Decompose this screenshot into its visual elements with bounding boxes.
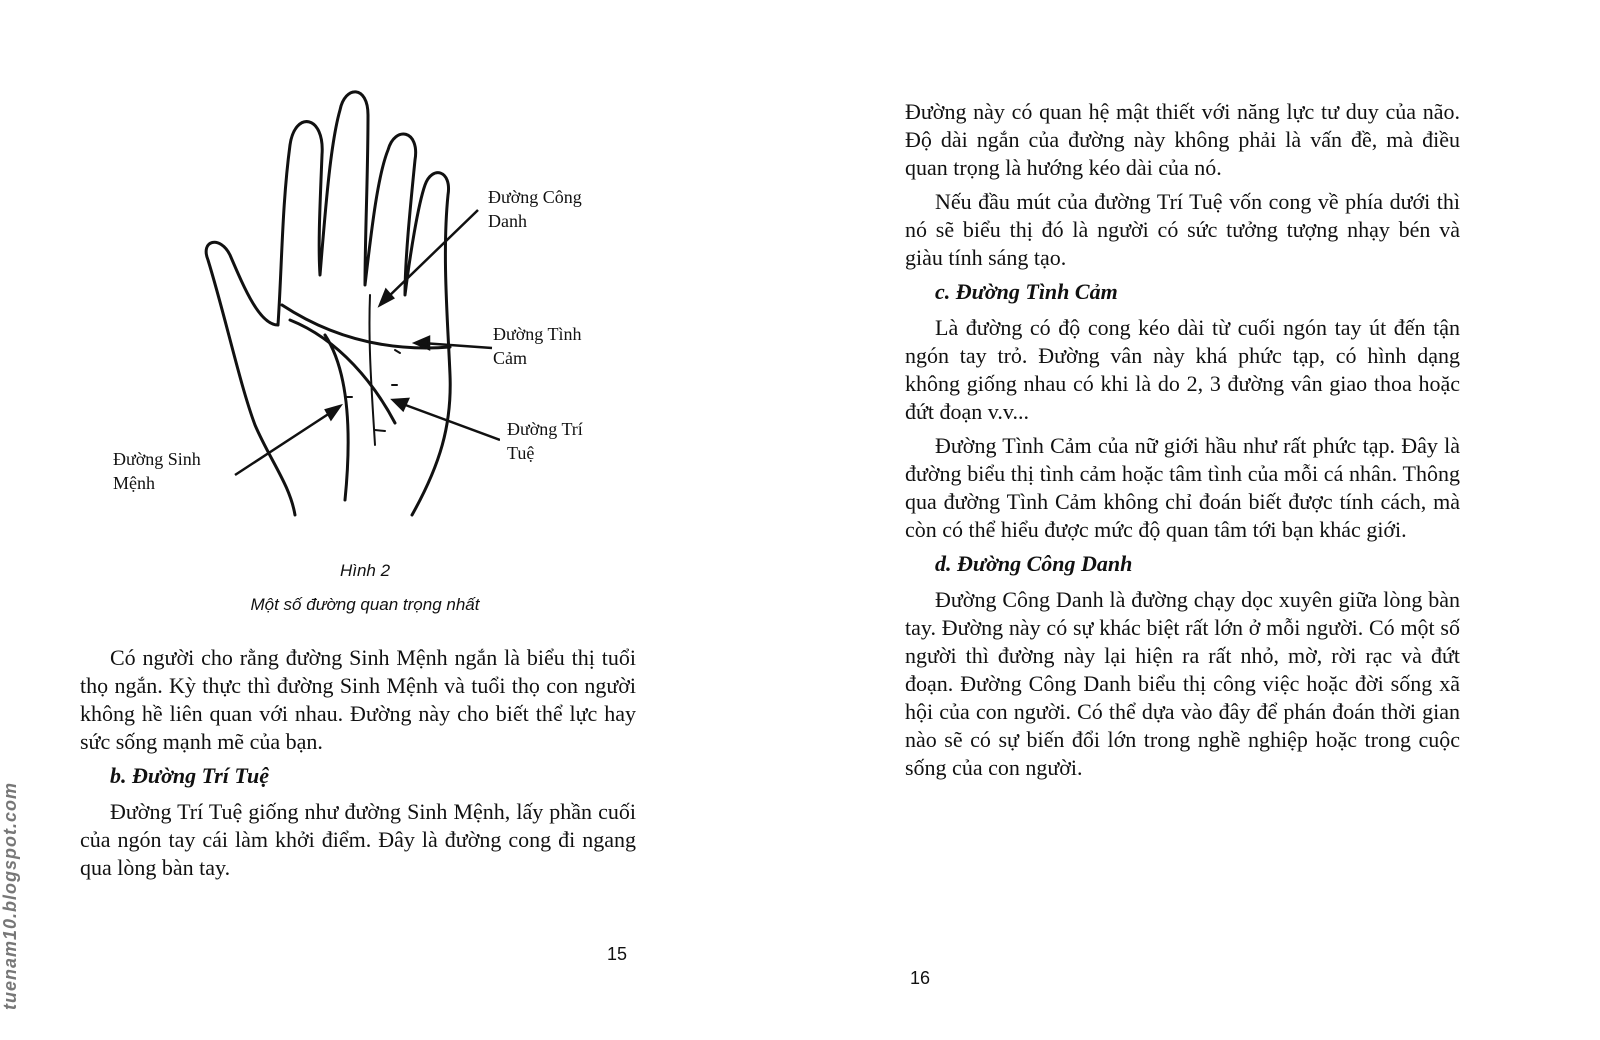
section-heading-b: b. Đường Trí Tuệ xyxy=(110,763,270,788)
figure-caption-text: Một số đường quan trọng nhất xyxy=(250,595,480,614)
paragraph: Đường Công Danh là đường chạy dọc xuyên giữa lòng bàn tay. Đường này có sự khác biệt rất lớn ở mỗi người. Có một số người thì đường này lại hiện ra rất nhỏ, mờ, rời rạc và đứt đoạn. Đường Công Danh biểu thị công việc hoặc đời sống xã hội của con người. Có thể dựa vào đây để phán đoán thời gian nào sẽ có sự biến đổi lớn trong nghề nghiệp hoặc trong cuộc sống của con người. xyxy=(905,587,1460,780)
paragraph: Có người cho rằng đường Sinh Mệnh ngắn là biểu thị tuổi thọ ngắn. Kỳ thực thì đường Sinh Mệnh và tuổi thọ con người không hề liên quan với nhau. Đường này cho biết thể lực hay sức sống mạnh mẽ của bạn. xyxy=(80,645,636,754)
label-duong-tinh-cam: Đường Tình Cảm xyxy=(493,324,582,368)
section-heading-c: c. Đường Tình Cảm xyxy=(935,279,1118,304)
paragraph: Đường Trí Tuệ giống như đường Sinh Mệnh, lấy phần cuối của ngón tay cái làm khởi điểm. Đây là đường cong đi ngang qua lòng bàn tay. xyxy=(80,799,636,880)
label-duong-tri-tue: Đường Trí Tuệ xyxy=(507,419,583,463)
watermark: tuenam10.blogspot.com xyxy=(0,781,20,1010)
paragraph: Đường này có quan hệ mật thiết với năng lực tư duy của não. Độ dài ngắn của đường này không phải là vấn đề, mà điều quan trọng là hướng kéo dài của nó. xyxy=(905,99,1460,180)
figure-caption-title: Hình 2 xyxy=(339,561,391,580)
paragraph: Là đường có độ cong kéo dài từ cuối ngón tay út đến tận ngón tay trỏ. Đường vân này khá phức tạp, có hình dạng không giống nhau có khi là do 2, 3 đường vân giao thoa hoặc đứt đoạn v.v... xyxy=(905,315,1460,424)
arrow-cong-danh xyxy=(385,210,478,300)
right-page xyxy=(800,0,1600,1040)
section-heading-d: d. Đường Công Danh xyxy=(935,551,1133,576)
label-duong-cong-danh: Đường Công Danh xyxy=(488,187,582,231)
hand-outline xyxy=(206,92,450,515)
paragraph: Nếu đầu mút của đường Trí Tuệ vốn cong về phía dưới thì nó sẽ biểu thị đó là người có sức tưởng tượng nhạy bén và giàu tính sáng tạo. xyxy=(905,189,1460,270)
right-page-body xyxy=(905,98,1460,788)
left-page-body xyxy=(80,644,636,888)
label-duong-sinh-menh: Đường Sinh Mệnh xyxy=(113,449,201,493)
life-line xyxy=(325,335,348,500)
page-number-right: 16 xyxy=(910,968,931,988)
fate-line xyxy=(369,295,375,445)
page-number-left: 15 xyxy=(607,944,628,964)
paragraph: Đường Tình Cảm của nữ giới hầu như rất phức tạp. Đây là đường biểu thị tình cảm hoặc tâm tình của mỗi cá nhân. Thông qua đường Tình Cảm không chỉ đoán biết được tính cách, mà còn có thể hiểu được mức độ quan tâm tới bạn khác giới. xyxy=(905,433,1460,542)
arrow-sinh-menh xyxy=(235,411,333,475)
palm-illustration xyxy=(200,85,500,535)
